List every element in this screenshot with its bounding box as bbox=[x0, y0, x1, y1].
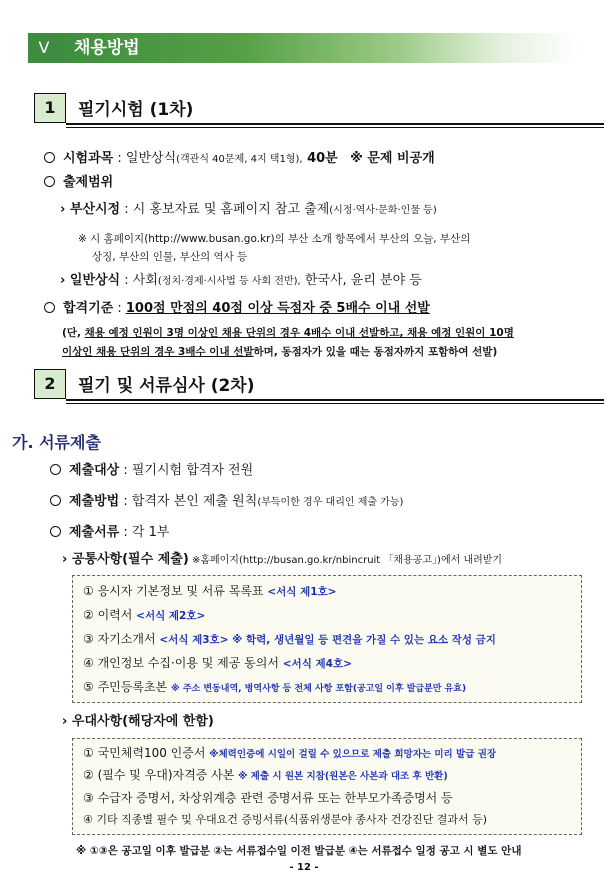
scope-general: › 일반상식 : 사회(정치·경제·시사법 등 사회 전반), 한국사, 윤리 분야 등 bbox=[60, 273, 422, 288]
common-item: ② 이력서 <서식 제2호> bbox=[83, 608, 206, 622]
docs-heading: 가. 서류제출 bbox=[12, 433, 101, 452]
section-header bbox=[28, 33, 580, 63]
footnote: ※ ①③은 공고일 이후 발급분 ②는 서류접수일 이전 발급분 ④는 서류접수 일정 공고 시 별도 안내 bbox=[76, 845, 522, 857]
subheading-2-title: 필기 및 서류심사 (2차) bbox=[78, 376, 255, 396]
pref-item: ③ 수급자 증명서, 차상위계층 관련 증명서류 또는 한부모가족증명서 등 bbox=[83, 791, 453, 805]
subheading-2-number: 2 bbox=[34, 369, 66, 399]
circle-bullet-icon bbox=[44, 302, 55, 313]
exam-subjects: 시험과목 : 일반상식(객관식 40문제, 4지 택1형), 40분 ※ 문제 비공개 bbox=[44, 150, 435, 169]
docs-method: 제출방법 : 합격자 본인 제출 원칙(부득이한 경우 대리인 제출 가능) bbox=[50, 493, 403, 512]
common-docs-box bbox=[72, 575, 582, 703]
pass-criteria: 합격기준 : 100점 만점의 40점 이상 득점자 중 5배수 이내 선발 bbox=[44, 300, 430, 318]
busan-note-line2: 상징, 부산의 인물, 부산의 역사 등 bbox=[92, 251, 248, 263]
subheading-2-rule-thin bbox=[66, 403, 604, 404]
pref-docs-box bbox=[72, 738, 582, 835]
circle-bullet-icon bbox=[44, 176, 55, 187]
subheading-1 bbox=[34, 93, 604, 123]
docs-target: 제출대상 : 필기시험 합격자 전원 bbox=[50, 462, 253, 480]
pref-label-line: › 우대사항(해당자에 한함) bbox=[62, 714, 214, 729]
circle-bullet-icon bbox=[44, 152, 55, 163]
pref-item: ① 국민체력100 인증서 ※체력인증에 시일이 걸릴 수 있으므로 제출 희망자는 미리 발급 권장 bbox=[83, 746, 497, 760]
section-title: 채용방법 bbox=[60, 33, 580, 63]
scope-busan: › 부산시정 : 시 홍보자료 및 홈페이지 참고 출제(시정·역사·문화·인물 등) bbox=[60, 202, 437, 217]
pass-note-line1: (단, 채용 예정 인원이 3명 이상인 채용 단위의 경우 4배수 이내 선발하고, 채용 예정 인원이 10명 bbox=[62, 327, 514, 339]
section-number: Ⅴ bbox=[28, 33, 60, 63]
circle-bullet-icon bbox=[50, 464, 61, 475]
common-item: ④ 개인정보 수집·이용 및 제공 동의서 <서식 제4호> bbox=[83, 656, 352, 670]
exam-scope: 출제범위 bbox=[44, 174, 113, 192]
common-item: ⑤ 주민등록초본 ※ 주소 변동내역, 병역사항 등 전체 사항 포함(공고일 이후 발급분만 유효) bbox=[83, 680, 467, 694]
pref-item: ④ 기타 직종별 필수 및 우대요건 증빙서류(식품위생분야 종사자 건강진단 결과서 등) bbox=[83, 813, 488, 826]
page-number: - 12 - bbox=[289, 862, 319, 873]
subheading-2 bbox=[34, 369, 604, 399]
subheading-2-rule bbox=[66, 399, 604, 401]
common-item: ① 응시자 기본정보 및 서류 목록표 <서식 제1호> bbox=[83, 584, 337, 598]
subheading-1-title: 필기시험 (1차) bbox=[78, 100, 194, 120]
common-label-line: › 공통사항(필수 제출) ※홈페이지(http://busan.go.kr/nbincruit 「채용공고」)에서 내려받기 bbox=[62, 552, 503, 567]
subheading-1-number: 1 bbox=[34, 93, 66, 123]
common-item: ③ 자기소개서 <서식 제3호> ※ 학력, 생년월일 등 편견을 가질 수 있는 요소 작성 금지 bbox=[83, 632, 496, 646]
circle-bullet-icon bbox=[50, 495, 61, 506]
subheading-1-rule bbox=[66, 123, 604, 125]
busan-note-line1: ※ 시 홈페이지(http://www.busan.go.kr)의 부산 소개 항목에서 부산의 오늘, 부산의 bbox=[78, 233, 471, 245]
circle-bullet-icon bbox=[50, 526, 61, 537]
pass-note-line2: 이상인 채용 단위의 경우 3배수 이내 선발하며, 동점자가 있을 때는 동점자까지 포함하여 선발) bbox=[62, 346, 498, 358]
subheading-1-rule-thin bbox=[66, 127, 604, 128]
pref-item: ② (필수 및 우대)자격증 사본 ※ 제출 시 원본 지참(원본은 사본과 대조 후 반환) bbox=[83, 768, 448, 782]
docs-papers: 제출서류 : 각 1부 bbox=[50, 524, 169, 542]
